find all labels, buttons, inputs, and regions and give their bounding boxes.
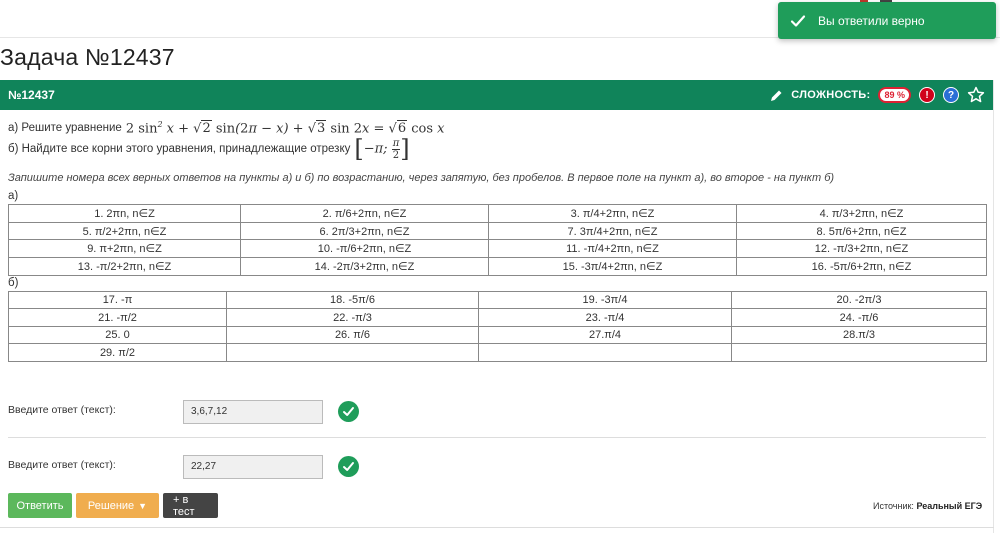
- report-error-icon[interactable]: !: [919, 87, 935, 103]
- source-value: Реальный ЕГЭ: [916, 501, 983, 511]
- option-cell: 4. π/3+2πn, n∈Z: [737, 205, 987, 223]
- toast-text: Вы ответили верно: [818, 13, 925, 28]
- option-cell: 17. -π: [9, 291, 227, 309]
- equation: 2 $\sin^2 x + √2$ sin(2π − x) + √3 sin 2x = √6 cos x: [125, 119, 445, 137]
- table-row: [9, 291, 987, 309]
- part-b-line: [8, 135, 985, 163]
- table-row: [9, 258, 987, 276]
- option-cell: 7. 3π/4+2πn, n∈Z: [489, 222, 737, 240]
- answer-divider: [8, 437, 986, 438]
- table-row: [9, 222, 987, 240]
- difficulty-label: СЛОЖНОСТЬ:: [791, 89, 871, 101]
- option-cell: 8. 5π/6+2πn, n∈Z: [737, 222, 987, 240]
- option-cell: 1. 2πn, n∈Z: [9, 205, 241, 223]
- option-cell: [479, 344, 732, 362]
- option-cell: 29. π/2: [9, 344, 227, 362]
- solution-button[interactable]: [76, 493, 159, 518]
- interval: [−π; $\frac{\pi}{2}$ ]: [354, 135, 410, 163]
- answer-label: Введите ответ (текст):: [8, 459, 116, 471]
- add-to-test-button[interactable]: + в тест: [163, 493, 218, 518]
- option-cell: 26. π/6: [227, 326, 479, 344]
- option-cell: [227, 344, 479, 362]
- option-cell: 27.π/4: [479, 326, 732, 344]
- answer-label: Введите ответ (текст):: [8, 404, 116, 416]
- option-cell: 2. π/6+2πn, n∈Z: [241, 205, 489, 223]
- table-row: [9, 309, 987, 327]
- page-title: Задача №12437: [0, 44, 175, 70]
- part-b-text: б) Найдите все корни этого уравнения, принадлежащие отрезку: [8, 143, 351, 155]
- option-cell: 11. -π/4+2πn, n∈Z: [489, 240, 737, 258]
- task-number: №12437: [8, 88, 55, 102]
- difficulty-badge: 89 %: [878, 87, 911, 103]
- option-cell: 18. -5π/6: [227, 291, 479, 309]
- card-header: [0, 80, 993, 110]
- option-cell: 6. 2π/3+2πn, n∈Z: [241, 222, 489, 240]
- correct-check-icon: [338, 456, 359, 477]
- option-cell: 22. -π/3: [227, 309, 479, 327]
- chevron-down-icon: ▼: [138, 500, 148, 511]
- source-label: Источник:: [873, 501, 914, 511]
- option-cell: 13. -π/2+2πn, n∈Z: [9, 258, 241, 276]
- correct-check-icon: [338, 401, 359, 422]
- option-cell: 10. -π/6+2πn, n∈Z: [241, 240, 489, 258]
- help-icon[interactable]: ?: [943, 87, 959, 103]
- check-icon: [790, 13, 806, 29]
- task-body: [0, 110, 993, 362]
- option-cell: 23. -π/4: [479, 309, 732, 327]
- option-cell: 28.π/3: [732, 326, 987, 344]
- options-table-b: [8, 291, 987, 362]
- source-info: [873, 501, 982, 511]
- answer-row-a: [8, 400, 986, 440]
- option-cell: 9. π+2πn, n∈Z: [9, 240, 241, 258]
- option-cell: 16. -5π/6+2πn, n∈Z: [737, 258, 987, 276]
- instruction-text: Запишите номера всех верных ответов на пункты а) и б) по возрастанию, через запятую, без пробелов. В первое поле на пункт а), во второе - на пункт б): [8, 172, 835, 184]
- option-cell: 14. -2π/3+2πn, n∈Z: [241, 258, 489, 276]
- option-cell: 12. -π/3+2πn, n∈Z: [737, 240, 987, 258]
- option-cell: 5. π/2+2πn, n∈Z: [9, 222, 241, 240]
- answer-row-b: [8, 455, 986, 495]
- option-cell: 20. -2π/3: [732, 291, 987, 309]
- options-table-a: [8, 204, 987, 276]
- option-cell: [732, 344, 987, 362]
- option-cell: 3. π/4+2πn, n∈Z: [489, 205, 737, 223]
- answer-input-b[interactable]: 22,27: [183, 455, 323, 479]
- table-row: [9, 326, 987, 344]
- option-cell: 19. -3π/4: [479, 291, 732, 309]
- success-toast: [778, 2, 996, 39]
- option-cell: 21. -π/2: [9, 309, 227, 327]
- star-icon[interactable]: [967, 86, 985, 104]
- submit-answer-button[interactable]: Ответить: [8, 493, 72, 518]
- table-row: [9, 344, 987, 362]
- part-a-line: [8, 118, 985, 138]
- section-b-label: б): [8, 276, 19, 289]
- table-row: [9, 205, 987, 223]
- solution-button-label: Решение: [87, 499, 135, 512]
- section-a-label: а): [8, 190, 19, 202]
- pencil-icon: [770, 89, 783, 102]
- answer-input-a[interactable]: 3,6,7,12: [183, 400, 323, 424]
- part-a-text: а) Решите уравнение: [8, 122, 122, 134]
- option-cell: 25. 0: [9, 326, 227, 344]
- action-buttons: [8, 493, 218, 518]
- bottom-divider: [0, 527, 994, 528]
- option-cell: 24. -π/6: [732, 309, 987, 327]
- table-row: [9, 240, 987, 258]
- option-cell: 15. -3π/4+2πn, n∈Z: [489, 258, 737, 276]
